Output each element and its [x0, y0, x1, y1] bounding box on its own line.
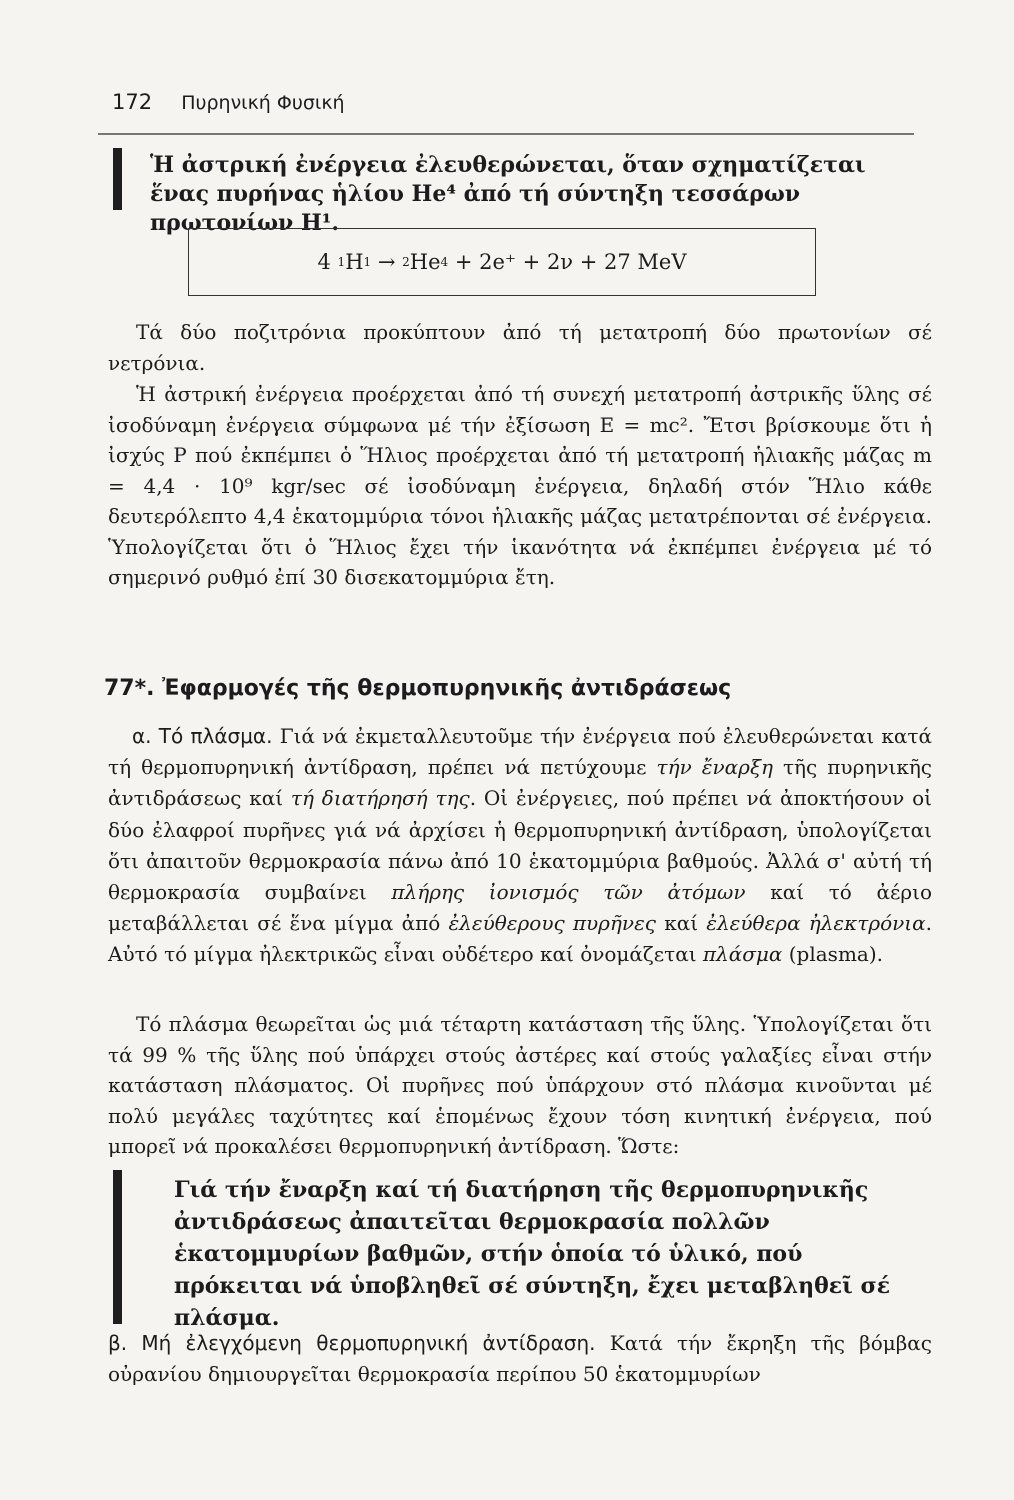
page-header	[112, 90, 345, 114]
text-run: καί	[656, 911, 707, 936]
equation-product-mass-number: 4	[440, 255, 449, 269]
equation-reactant: H	[345, 250, 364, 274]
header-rule	[98, 133, 914, 135]
paragraph-plasma-state: Τό πλάσμα θεωρεῖται ὡς μιά τέταρτη κατάσταση τῆς ὕλης. Ὑπολογίζεται ὅτι τά 99 % τῆς ὕλης πού ὑπάρχει στούς ἀστέρες καί στούς γαλαξίες εἶναι στήν κατάσταση πλάσματος. Οἱ πυρῆνες πού ὑπάρχουν στό πλάσμα κινοῦνται μέ πολύ μεγάλες ταχύτητες καί ἑπομένως ἔχουν τόση κινητική ἐνέργεια, πού μπορεῖ νά προκαλέσει θερμοπυρηνική ἀντίδραση. Ὥστε:	[108, 1012, 932, 1158]
emphasis: τή διατήρησή της	[290, 786, 470, 811]
paragraph-plasma	[108, 721, 932, 971]
key-statement: Γιά τήν ἔναρξη καί τή διατήρηση τῆς θερμοπυρηνικῆς ἀντιδράσεως ἀπαιτεῖται θερμοκρασία πολλῶν ἑκατομμυρίων βαθμῶν, στήν ὁποία τό ὑλικό, πού πρόκειται νά ὑποβληθεῖ σέ σύντηξη, ἔχει μεταβληθεῖ σέ πλάσμα.	[174, 1177, 891, 1331]
key-statement: Ἡ ἀστρική ἐνέργεια ἐλευθερώνεται, ὅταν σχηματίζεται ἕνας πυρήνας ἡλίου He⁴ ἀπό τή σύντηξη τεσσάρων πρωτονίων H¹.	[150, 152, 866, 236]
text-run: (plasma).	[782, 942, 883, 967]
emphasis: πλήρης ἰονισμός τῶν ἀτόμων	[391, 880, 746, 905]
equation-coefficient: 4	[317, 250, 331, 274]
subsection-title-uncontrolled: β. Μή ἐλεγχόμενη θερμοπυρηνική ἀντίδραση.	[108, 1331, 596, 1355]
paragraph-positrons: Τά δύο ποζιτρόνια προκύπτουν ἀπό τή μετατροπή δύο πρωτονίων σέ νετρόνια.	[108, 320, 932, 375]
emphasis: τήν ἔναρξη	[656, 755, 773, 780]
equation-reactant-atomic-number: 1	[337, 255, 346, 269]
emphasis: ἐλεύθερα ἠλεκτρόνια	[706, 911, 926, 936]
text-run: . Οἱ ἐνέργειες, πού πρέπει νά ἀποκτήσουν οἱ δύο ἐλαφροί πυρῆνες γιά νά ἀρχίσει ἡ θερμοπυρηνική ἀντίδραση, ὑπολογίζεται ὅτι ἀπαιτοῦν θερμοκρασία πάνω ἀπό 10 ἑκατομμύρια βαθμούς. Ἀλλά σ' αὐτή τή θερμοκρασία συμβαίνει	[108, 786, 932, 905]
text-run: . Αὐτό τό μίγμα ἠλεκτρικῶς εἶναι οὐδέτερο καί ὀνομάζεται	[108, 911, 932, 967]
highlight-bar	[113, 1170, 122, 1324]
highlight-bar	[113, 148, 122, 210]
running-title: Πυρηνική Φυσική	[181, 92, 345, 114]
subsection-title-plasma: α. Τό πλάσμα.	[132, 724, 273, 748]
emphasis: πλάσμα	[702, 942, 783, 967]
fusion-equation	[188, 228, 816, 296]
page-number: 172	[112, 90, 153, 114]
text-run: καί τό ἀέριο μεταβάλλεται σέ ἕνα μίγμα ἀπό	[108, 880, 932, 936]
emphasis: ἐλεύθερους πυρῆνες	[448, 911, 657, 936]
text-run: Κατά τήν ἔκρηξη τῆς βόμβας οὐρανίου δημιουργεῖται θερμοκρασία περίπου 50 ἑκατομμυρίων	[108, 1331, 932, 1386]
equation-reactant-mass-number: 1	[363, 255, 372, 269]
equation-remainder: + 2e⁺ + 2ν + 27 MeV	[454, 250, 687, 274]
text-run: Γιά νά ἐκμεταλλευτοῦμε τήν ἐνέργεια πού ἐλευθερώνεται κατά τή θερμοπυρηνική ἀντίδραση, πρέπει νά πετύχουμε	[108, 724, 932, 780]
paragraph-uncontrolled-reaction	[108, 1328, 932, 1389]
section-heading: 77*. Ἐφαρμογές τῆς θερμοπυρηνικῆς ἀντιδράσεως	[104, 676, 732, 701]
equation-product-atomic-number: 2	[402, 255, 410, 269]
paragraph-stellar-energy: Ἡ ἀστρική ἐνέργεια προέρχεται ἀπό τή συνεχή μετατροπή ἀστρικῆς ὕλης σέ ἰσοδύναμη ἐνέργεια σύμφωνα μέ τήν ἐξίσωση E = mc². Ἔτσι βρίσκουμε ὅτι ἡ ἰσχύς P πού ἐκπέμπει ὁ Ἥλιος προέρχεται ἀπό τή μετατροπή ἡλιακῆς μάζας m = 4,4 · 10⁹ kgr/sec σέ ἰσοδύναμη ἐνέργεια, δηλαδή στόν Ἥλιο κάθε δευτερόλεπτο 4,4 ἑκατομμύρια τόνοι ἡλιακῆς μάζας μετατρέπονται σέ ἐνέργεια. Ὑπολογίζεται ὅτι ὁ Ἥλιος ἔχει τήν ἱκανότητα νά ἐκπέμπει ἐνέργεια μέ τό σημερινό ρυθμό ἐπί 30 δισεκατομμύρια ἔτη.	[108, 382, 932, 589]
text-run: τῆς πυρηνικῆς ἀντιδράσεως καί	[108, 755, 933, 811]
equation-arrow: →	[377, 250, 396, 274]
equation-product: He	[409, 250, 441, 274]
